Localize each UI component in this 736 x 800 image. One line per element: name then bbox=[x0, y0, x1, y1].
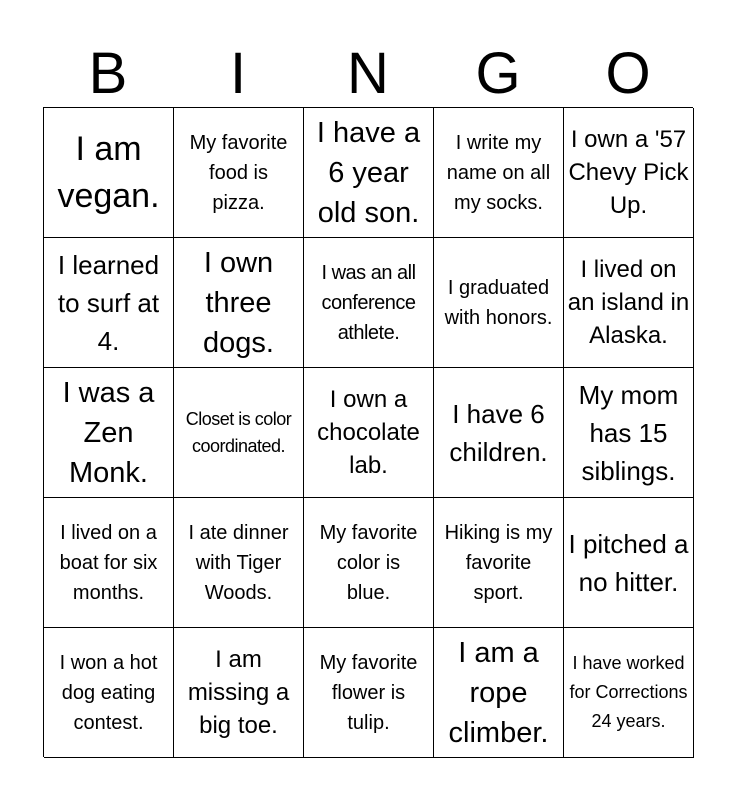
bingo-cell: I lived on a boat for six months. bbox=[44, 498, 174, 628]
bingo-grid bbox=[43, 107, 693, 757]
bingo-cell: Hiking is my favorite sport. bbox=[434, 498, 564, 628]
bingo-cell: I have worked for Corrections 24 years. bbox=[564, 628, 694, 758]
header-letter-i: I bbox=[229, 41, 247, 106]
header-letter-o: O bbox=[605, 41, 651, 106]
bingo-cell: I am a rope climber. bbox=[434, 628, 564, 758]
bingo-cell: I own three dogs. bbox=[174, 238, 304, 368]
bingo-cell: I own a chocolate lab. bbox=[304, 368, 434, 498]
bingo-cell: Closet is color coordinated. bbox=[174, 368, 304, 498]
bingo-cell: I pitched a no hitter. bbox=[564, 498, 694, 628]
bingo-cell: I lived on an island in Alaska. bbox=[564, 238, 694, 368]
bingo-cell: I was an all conference athlete. bbox=[304, 238, 434, 368]
bingo-cell: I am vegan. bbox=[44, 108, 174, 238]
bingo-cell: I am missing a big toe. bbox=[174, 628, 304, 758]
header-letter-g: G bbox=[475, 41, 521, 106]
bingo-cell: I won a hot dog eating contest. bbox=[44, 628, 174, 758]
bingo-header bbox=[43, 42, 693, 106]
bingo-cell: I ate dinner with Tiger Woods. bbox=[174, 498, 304, 628]
bingo-cell: I have a 6 year old son. bbox=[304, 108, 434, 238]
header-letter-n: N bbox=[347, 41, 389, 106]
bingo-cell: I write my name on all my socks. bbox=[434, 108, 564, 238]
header-letter-b: B bbox=[88, 41, 128, 106]
bingo-cell: I graduated with honors. bbox=[434, 238, 564, 368]
bingo-cell: My favorite color is blue. bbox=[304, 498, 434, 628]
bingo-cell: My favorite flower is tulip. bbox=[304, 628, 434, 758]
bingo-cell: My mom has 15 siblings. bbox=[564, 368, 694, 498]
bingo-cell: My favorite food is pizza. bbox=[174, 108, 304, 238]
bingo-cell: I own a '57 Chevy Pick Up. bbox=[564, 108, 694, 238]
bingo-cell: I was a Zen Monk. bbox=[44, 368, 174, 498]
bingo-cell: I have 6 children. bbox=[434, 368, 564, 498]
bingo-cell: I learned to surf at 4. bbox=[44, 238, 174, 368]
